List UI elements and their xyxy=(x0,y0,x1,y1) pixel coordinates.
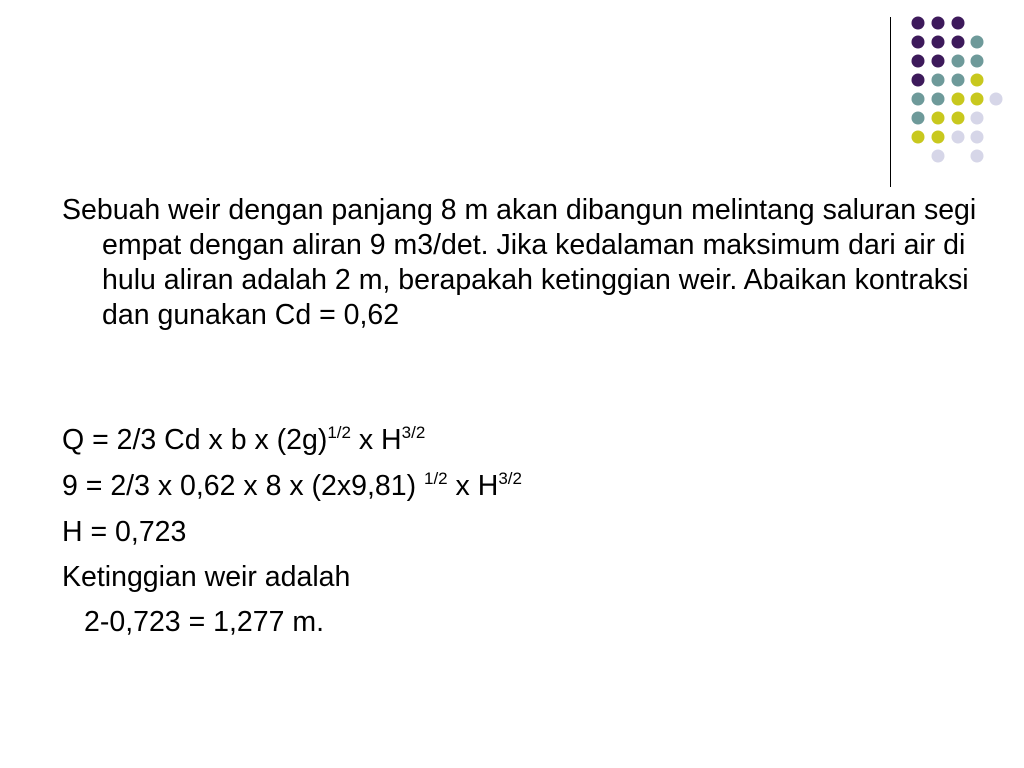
substitution-exponent: 3/2 xyxy=(498,469,522,488)
dot xyxy=(932,112,945,125)
substitution-exponent: 1/2 xyxy=(424,469,448,488)
dot xyxy=(952,17,965,30)
dot xyxy=(912,17,925,30)
dot xyxy=(952,131,965,144)
formula-line xyxy=(62,423,425,458)
dot xyxy=(912,93,925,106)
dot xyxy=(952,55,965,68)
dot xyxy=(932,17,945,30)
dot xyxy=(971,36,984,49)
answer-label: Ketinggian weir adalah xyxy=(62,561,351,593)
dot xyxy=(912,112,925,125)
dot xyxy=(912,36,925,49)
dot xyxy=(952,36,965,49)
problem-statement: Sebuah weir dengan panjang 8 m akan dibangun melintang saluran segi empat dengan aliran 9 m3/det. Jika kedalaman maksimum dari air di hulu aliran adalah 2 m, berapakah ketinggian weir. Abaikan kontraksi dan gunakan Cd = 0,62 xyxy=(62,194,977,331)
dot xyxy=(990,93,1003,106)
formula-exponent: 3/2 xyxy=(401,423,426,442)
dot xyxy=(932,150,945,163)
dot xyxy=(932,74,945,87)
dot xyxy=(971,131,984,144)
dot xyxy=(932,131,945,144)
substitution-line xyxy=(62,469,522,504)
formula-exponent: 1/2 xyxy=(327,423,351,442)
dot xyxy=(912,131,925,144)
dot xyxy=(971,55,984,68)
dot xyxy=(932,36,945,49)
decorative-dot-grid xyxy=(0,0,1024,200)
formula-text: Q = 2/3 Cd x b x (2g) xyxy=(62,424,328,456)
dot xyxy=(971,150,984,163)
dot xyxy=(971,93,984,106)
answer-value: 2-0,723 = 1,277 m. xyxy=(84,606,325,638)
dot xyxy=(952,93,965,106)
dot xyxy=(932,93,945,106)
dot xyxy=(952,74,965,87)
substitution-text: 9 = 2/3 x 0,62 x 8 x (2x9,81) xyxy=(62,470,424,502)
substitution-text: x H xyxy=(447,470,499,502)
dot xyxy=(952,112,965,125)
result-line: H = 0,723 xyxy=(62,516,187,548)
dot xyxy=(912,74,925,87)
dot xyxy=(971,74,984,87)
dot xyxy=(932,55,945,68)
dot xyxy=(912,55,925,68)
formula-text: x H xyxy=(350,424,402,456)
dot xyxy=(971,112,984,125)
